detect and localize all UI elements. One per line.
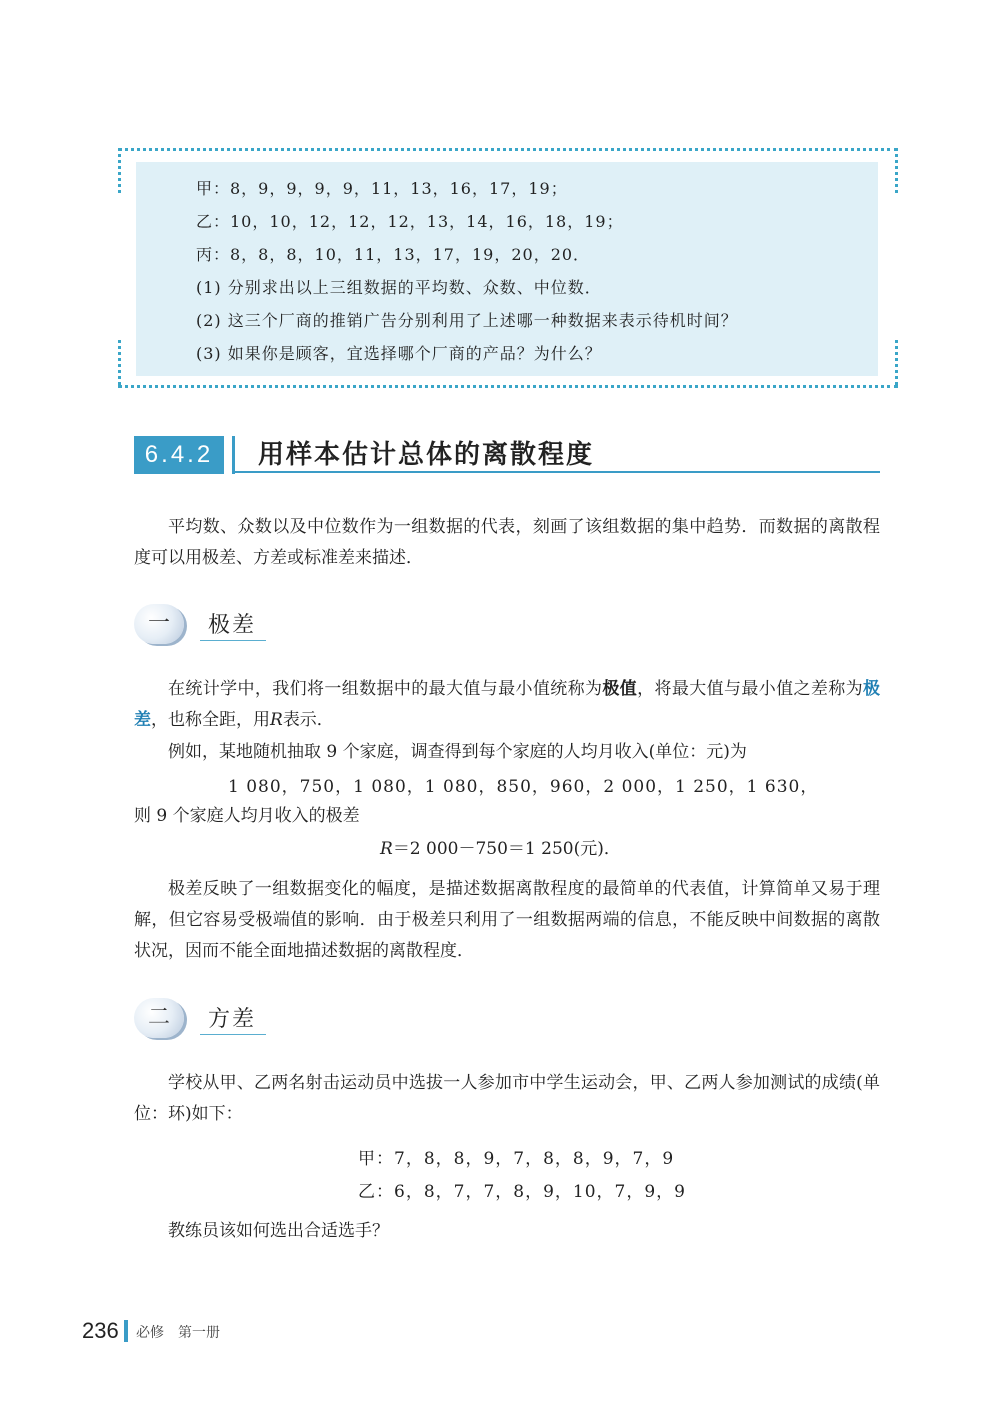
box-line-yi: 乙：10，10，12，12，12，13，14，16，18，19； (196, 212, 624, 231)
box-question-1: (1) 分别求出以上三组数据的平均数、众数、中位数． (196, 278, 602, 297)
range-formula (380, 834, 621, 859)
subsection-badge-1: 一 (134, 604, 184, 644)
subsection-underline-1 (200, 640, 266, 641)
example-paragraph: 例如，某地随机抽取 9 个家庭，调查得到每个家庭的人均月收入(单位：元)为 (168, 742, 747, 762)
footer-divider (124, 1320, 128, 1342)
income-data: 1 080，750，1 080，1 080，850，960，2 000，1 250，1 630， (228, 777, 819, 797)
box-border-top (118, 148, 898, 151)
scores-yi: 乙：6，8，7，7，8，9，10，7，9，9 (358, 1182, 686, 1202)
variance-intro-paragraph: 学校从甲、乙两名射击运动员中选拔一人参加市中学生运动会，甲、乙两人参加测试的成绩(单位：环)如下： (134, 1073, 880, 1124)
text-span: ，也称全距，用 (151, 710, 270, 730)
box-line-bing: 丙：8，8，8，10，11，13，17，19，20，20． (196, 245, 591, 264)
formula-expression: ＝2 000－750＝1 250(元)． (392, 839, 621, 859)
subsection-title-1: 极差 (208, 613, 257, 638)
scores-jia: 甲：7，8，8，9，7，8，8，9，7，9 (358, 1149, 675, 1169)
page-number: 236 (82, 1318, 119, 1343)
range-definition-paragraph (134, 674, 880, 736)
box-border-right-bottom (895, 340, 898, 385)
term-extreme-value: 极值 (602, 679, 638, 699)
box-border-left-top (118, 148, 121, 193)
box-border-right-top (895, 148, 898, 193)
box-border-bottom (118, 385, 898, 388)
text-span: 在统计学中，我们将一组数据中的最大值与最小值统称为 (168, 679, 603, 699)
coach-question: 教练员该如何选出合适选手？ (168, 1221, 389, 1241)
variable-r: R (270, 710, 283, 730)
section-underline (232, 471, 880, 473)
subsection-badge-2: 二 (134, 998, 184, 1038)
range-discussion-paragraph: 极差反映了一组数据变化的幅度，是描述数据离散程度的最简单的代表值，计算简单又易于理解，但它容易受极端值的影响．由于极差只利用了一组数据两端的信息，不能反映中间数据的离散状况，因而不能全面地描述数据的离散程度． (134, 879, 880, 961)
box-line-jia: 甲：8，9，9，9，9，11，13，16，17，19； (196, 179, 568, 198)
section-number: 6.4.2 (134, 436, 224, 474)
range-lead-text: 则 9 个家庭人均月收入的极差 (134, 806, 360, 826)
box-question-2: (2) 这三个厂商的推销广告分别利用了上述哪一种数据来表示待机时间？ (196, 311, 738, 330)
text-span: 表示． (282, 710, 334, 730)
term-range: 极差 (134, 679, 880, 730)
book-title: 必修 第一册 (136, 1325, 220, 1341)
section-divider (232, 436, 235, 474)
text-span: ，将最大值与最小值之差称为 (637, 679, 863, 699)
intro-paragraph: 平均数、众数以及中位数作为一组数据的代表，刻画了该组数据的集中趋势．而数据的离散程度可以用极差、方差或标准差来描述． (134, 517, 880, 568)
formula-variable: R (380, 839, 393, 859)
subsection-underline-2 (200, 1034, 266, 1035)
box-border-left-bottom (118, 340, 121, 385)
section-title: 用样本估计总体的离散程度 (258, 440, 595, 470)
box-question-3: (3) 如果你是顾客，宜选择哪个厂商的产品？为什么？ (196, 344, 602, 363)
subsection-title-2: 方差 (208, 1007, 257, 1032)
